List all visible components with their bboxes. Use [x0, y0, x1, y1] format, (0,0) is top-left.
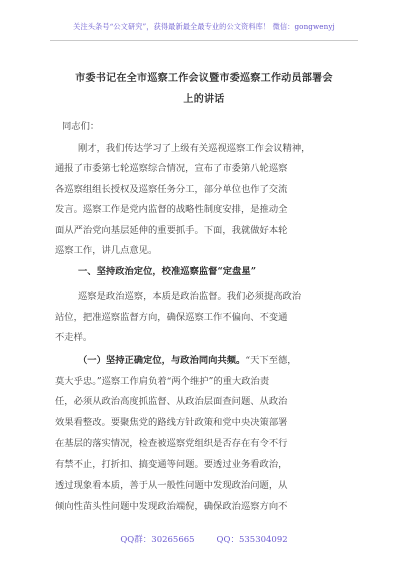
paragraph-1-line: 巡察工作，讲几点意见。	[55, 245, 158, 256]
paragraph-3-line: 效果看整改。要聚焦党的路线方针政策和党中央决策部署	[55, 417, 288, 428]
header-divider	[50, 40, 358, 41]
header-banner: 关注头条号“公文研究”，获得最新最全最专业的公文资料库！ 微信：gongwenyj	[73, 22, 335, 31]
paragraph-1-line: 通报了市委第七轮巡察综合情况，宣布了市委第八轮巡察	[55, 163, 288, 174]
subsection-1-quote-start: “天下至德，	[245, 355, 297, 366]
paragraph-2-line: 巡察是政治巡察，本质是政治监督。我们必须提高政治	[78, 291, 302, 302]
subsection-1-heading: （一）坚持正确定位，与政治同向共频。	[78, 355, 246, 366]
footer-contact	[0, 533, 408, 545]
salutation: 同志们：	[62, 121, 100, 132]
document-title-line-2: 上的讲话	[183, 94, 225, 105]
section-heading-1: 一、坚持政治定位，校准巡察监督“定盘星”	[78, 266, 257, 277]
document-title-line-1: 市委书记在全市巡察工作会议暨市委巡察工作动员部署会	[75, 73, 333, 84]
subsection-1-first-line	[78, 355, 378, 367]
qq-label: QQ：535304092	[216, 535, 288, 545]
paragraph-3-line: 在基层的落实情况，检查被巡察党组织是否存在有令不行	[55, 438, 288, 449]
paragraph-3-line: 透过现象看本质，善于从一般性问题中发现政治问题，从	[55, 480, 288, 491]
paragraph-1-line: 刚才，我们传达学习了上级有关巡视巡察工作会议精神，	[78, 143, 311, 154]
paragraph-2-line: 站位，把准巡察监督方向，确保巡察工作不偏向、不变通	[55, 312, 288, 323]
paragraph-3-line: 任，必须从政治高度抓监督、从政治层面查问题、从政治	[55, 396, 288, 407]
paragraph-3-line: 有禁不止，打折扣、搞变通等问题。要透过业务看政治，	[55, 459, 288, 470]
paragraph-3-line: 倾向性苗头性问题中发现政治端倪，确保政治巡察方向不	[55, 501, 288, 512]
paragraph-1-line: 各巡察组组长授权及巡察任务分工，部分单位也作了交流	[55, 184, 288, 195]
qq-group-label: QQ群：30265665	[120, 535, 195, 545]
paragraph-2-line: 不走样。	[55, 332, 93, 343]
paragraph-1-line: 发言。巡察工作是党内监督的战略性制度安排，是推动全	[55, 204, 288, 215]
paragraph-3-line: 莫大乎忠。”巡察工作肩负着“两个维护”的重大政治责	[55, 376, 270, 387]
paragraph-1-line: 面从严治党向基层延伸的重要抓手。下面，我就做好本轮	[55, 225, 288, 236]
